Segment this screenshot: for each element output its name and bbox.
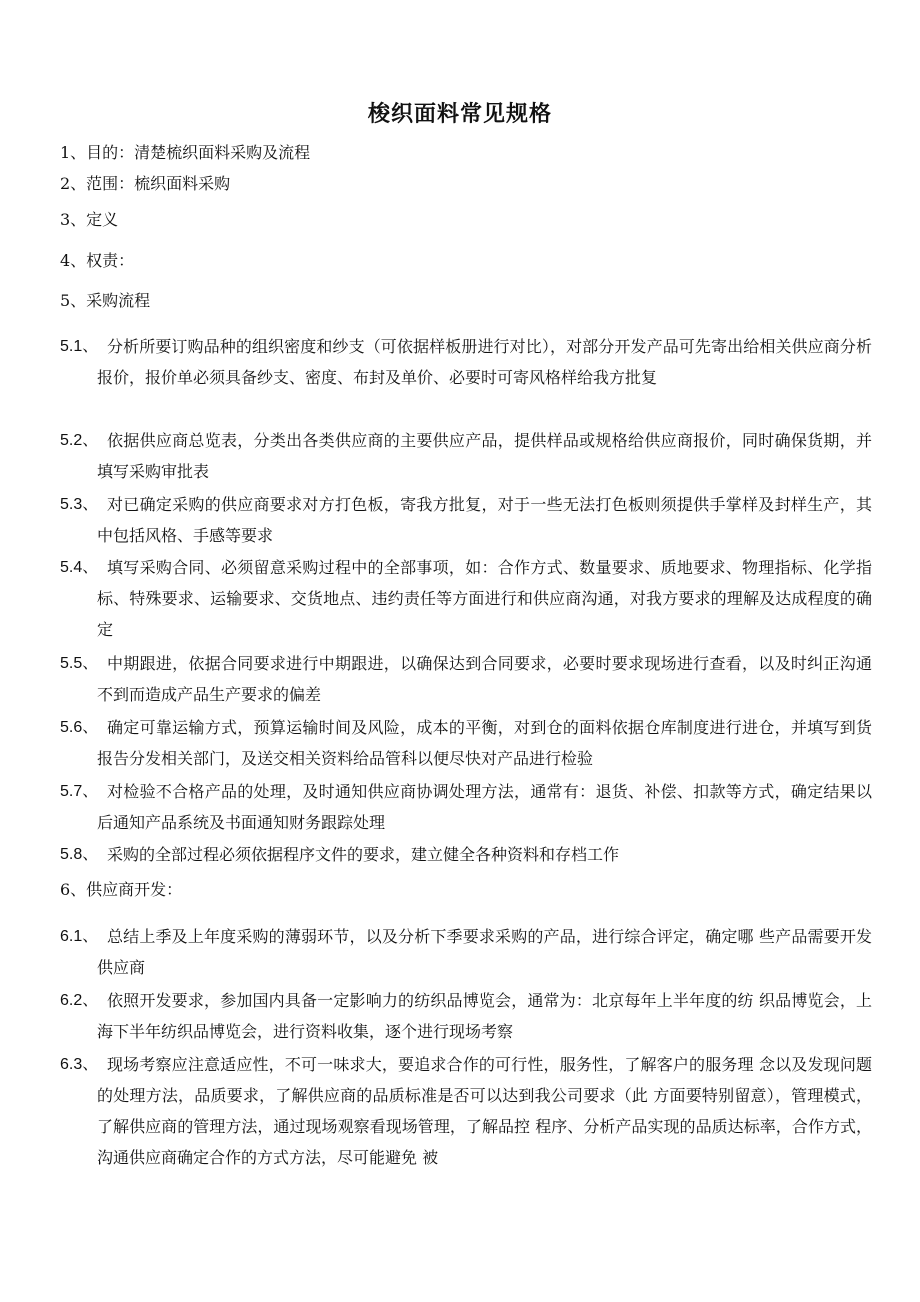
item-number: 6.3、 — [60, 1056, 99, 1073]
process-item-5-7 — [60, 776, 872, 838]
process-item-5-8 — [60, 839, 872, 870]
item-number: 5.7、 — [60, 783, 99, 800]
item-text: 对已确定采购的供应商要求对方打色板，寄我方批复，对于一些无法打色板则须提供手掌样及封样生产，其中包括风格、手感等要求 — [97, 495, 872, 545]
section-responsibility: 4、权责： — [60, 251, 135, 270]
section-supplier-development: 6、供应商开发： — [60, 880, 183, 899]
item-text: 总结上季及上年度采购的薄弱环节，以及分析下季要求采购的产品，进行综合评定，确定哪 些产品需要开发供应商 — [97, 927, 872, 977]
process-item-5-2 — [60, 425, 872, 487]
item-number: 6.1、 — [60, 928, 99, 945]
item-text: 现场考察应注意适应性，不可一味求大，要追求合作的可行性，服务性，了解客户的服务理 念以及发现问题的处理方法，品质要求，了解供应商的品质标准是否可以达到我公司要求（此 方面要特别留意），管理模式，了解供应商的管理方法，通过现场观察看现场管理，了解品控 程序、分析产品实现的品质达标率，合作方式，沟通供应商确定合作的方式方法，尽可能避免 被 — [97, 1055, 872, 1167]
item-number: 6.2、 — [60, 992, 99, 1009]
item-text: 确定可靠运输方式，预算运输时间及风险，成本的平衡，对到仓的面料依据仓库制度进行进仓，并填写到货报告分发相关部门，及送交相关资料给品管科以便尽快对产品进行检验 — [97, 718, 872, 768]
item-text: 分析所要订购品种的组织密度和纱支（可依据样板册进行对比），对部分开发产品可先寄出给相关供应商分析报价，报价单必须具备纱支、密度、布封及单价、必要时可寄风格样给我方批复 — [97, 337, 872, 387]
section-purpose: 1、目的：清楚梳织面料采购及流程 — [60, 143, 311, 162]
process-item-5-5 — [60, 648, 872, 710]
supplier-item-6-2 — [60, 985, 872, 1047]
document-title: 梭织面料常见规格 — [367, 102, 552, 127]
item-text: 依据供应商总览表，分类出各类供应商的主要供应产品，提供样品或规格给供应商报价，同时确保货期，并填写采购审批表 — [97, 431, 872, 481]
item-number: 5.2、 — [60, 432, 99, 449]
item-number: 5.6、 — [60, 719, 99, 736]
process-item-5-4 — [60, 552, 872, 645]
item-text: 依照开发要求，参加国内具备一定影响力的纺织品博览会，通常为：北京每年上半年度的纺 织品博览会，上海下半年纺织品博览会，进行资料收集，逐个进行现场考察 — [97, 991, 872, 1041]
process-item-5-3 — [60, 489, 872, 551]
item-text: 填写采购合同、必须留意采购过程中的全部事项，如：合作方式、数量要求、质地要求、物理指标、化学指标、特殊要求、运输要求、交货地点、违约责任等方面进行和供应商沟通，对我方要求的理解及达成程度的确定 — [97, 558, 872, 639]
item-text: 采购的全部过程必须依据程序文件的要求，建立健全各种资料和存档工作 — [107, 845, 620, 864]
section-definition: 3、定义 — [60, 210, 119, 229]
item-number: 5.3、 — [60, 496, 99, 513]
item-text: 中期跟进，依据合同要求进行中期跟进，以确保达到合同要求，必要时要求现场进行查看，以及时纠正沟通不到而造成产品生产要求的偏差 — [97, 654, 872, 704]
section-scope: 2、范围：梳织面料采购 — [60, 174, 231, 193]
item-number: 5.4、 — [60, 559, 99, 576]
item-number: 5.1、 — [60, 338, 99, 355]
supplier-item-6-3 — [60, 1049, 872, 1173]
process-item-5-1 — [60, 331, 872, 393]
section-process: 5、采购流程 — [60, 291, 151, 310]
process-item-5-6 — [60, 712, 872, 774]
item-number: 5.8、 — [60, 846, 99, 863]
item-text: 对检验不合格产品的处理，及时通知供应商协调处理方法，通常有：退货、补偿、扣款等方式，确定结果以后通知产品系统及书面通知财务跟踪处理 — [97, 782, 872, 832]
item-number: 5.5、 — [60, 655, 99, 672]
supplier-item-6-1 — [60, 921, 872, 983]
